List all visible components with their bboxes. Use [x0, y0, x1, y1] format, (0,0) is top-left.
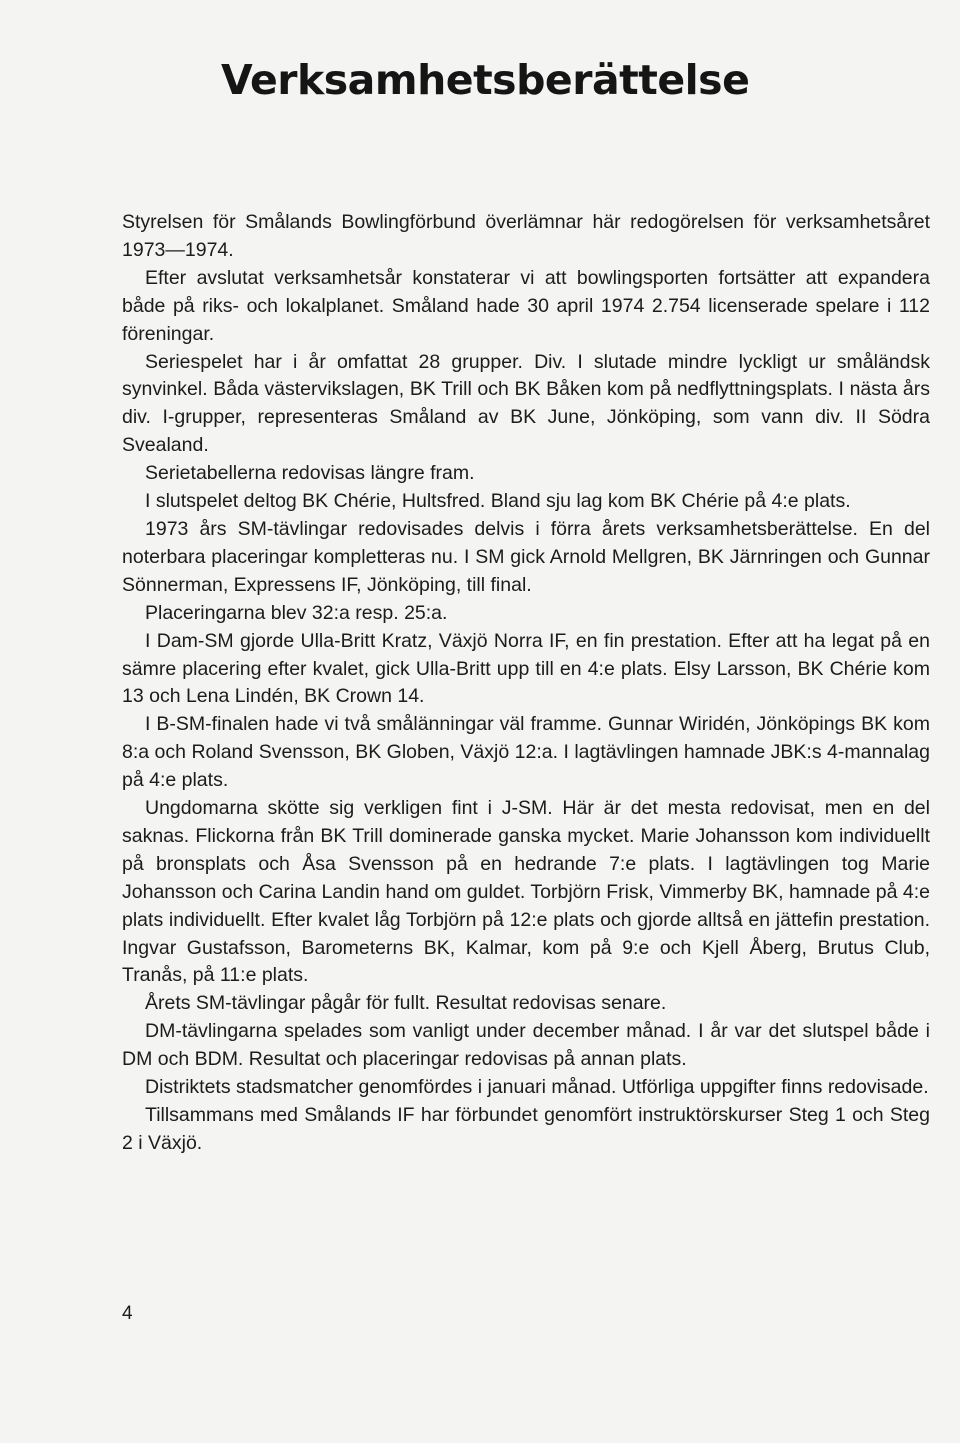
- paragraph-b-sm: I B-SM-finalen hade vi två smålänningar väl framme. Gunnar Wiridén, Jönköpings BK kom 8:a och Roland Svensson, BK Globen, Växjö 12:a. I lagtävlingen hamnade JBK:s 4-mannalag på 4:e plats.: [122, 713, 930, 792]
- paragraph-j-sm: Ungdomarna skötte sig verkligen fint i J-SM. Här är det mesta redovisat, men en del saknas. Flickorna från BK Trill dominerade ganska mycket. Marie Johansson kom individuellt på bronsplats och Åsa Svensson på en hedrande 7:e plats. I lagtävlingen tog Marie Johansson och Carina Landin hand om guldet. Torbjörn Frisk, Vimmerby BK, hamnade på 4:e plats individuellt. Efter kvalet låg Torbjörn på 12:e plats och gjorde alltså en jättefin prestation. Ingvar Gustafsson, Barometerns BK, Kalmar, kom på 9:e och Kjell Åberg, Brutus Club, Tranås, på 11:e plats.: [122, 797, 930, 987]
- paragraph-intro: Styrelsen för Smålands Bowlingförbund överlämnar här redogörelsen för verksamhetsåret 1973—1974.: [122, 211, 930, 261]
- paragraph-league-tables: Serietabellerna redovisas längre fram.: [145, 462, 475, 485]
- paragraph-dam-sm: I Dam-SM gjorde Ulla-Britt Kratz, Växjö Norra IF, en fin prestation. Efter att ha legat på en sämre placering efter kvalet, gick Ulla-Britt upp till en 4:e plats. Elsy Larsson, BK Chérie kom 13 och Lena Lindén, BK Crown 14.: [122, 629, 930, 708]
- paragraph-instructor-courses: Tillsammans med Smålands IF har förbundet genomfört instruktörskurser Steg 1 och Steg 2 i Växjö.: [122, 1104, 930, 1154]
- page-title: Verksamhetsberättelse: [221, 56, 750, 104]
- paragraph-sm-current: Årets SM-tävlingar pågår för fullt. Resultat redovisas senare.: [145, 992, 667, 1015]
- page-number: 4: [122, 1303, 133, 1324]
- paragraph-placings: Placeringarna blev 32:a resp. 25:a.: [145, 601, 448, 624]
- paragraph-league-play: Seriespelet har i år omfattat 28 grupper. Div. I slutade mindre lyckligt ur småländsk synvinkel. Båda västervikslagen, BK Trill och BK Båken kom på nedflyttningsplats. I nästa års div. I-grupper, representeras Småland av BK June, Jönköping, som vann div. II Södra Svealand.: [122, 350, 930, 457]
- paragraph-playoffs: I slutspelet deltog BK Chérie, Hultsfred. Bland sju lag kom BK Chérie på 4:e plats.: [145, 490, 851, 513]
- paragraph-licensed-players: Efter avslutat verksamhetsår konstaterar vi att bowlingsporten fortsätter att expandera både på riks- och lokalplanet. Småland hade 30 april 1974 2.754 licenserade spelare i 112 föreningar.: [122, 266, 930, 345]
- paragraph-city-matches: Distriktets stadsmatcher genomfördes i januari månad. Utförliga uppgifter finns redovisade.: [145, 1076, 929, 1099]
- paragraph-sm-1973: 1973 års SM-tävlingar redovisades delvis i förra årets verksamhetsberättelse. En del noterbara placeringar kompletteras nu. I SM gick Arnold Mellgren, BK Järnringen och Gunnar Sönnerman, Expressens IF, Jönköping, till final.: [122, 517, 930, 596]
- body-text: [122, 209, 930, 1158]
- paragraph-dm: DM-tävlingarna spelades som vanligt under december månad. I år var det slutspel både i DM och BDM. Resultat och placeringar redovisas på annan plats.: [122, 1020, 930, 1071]
